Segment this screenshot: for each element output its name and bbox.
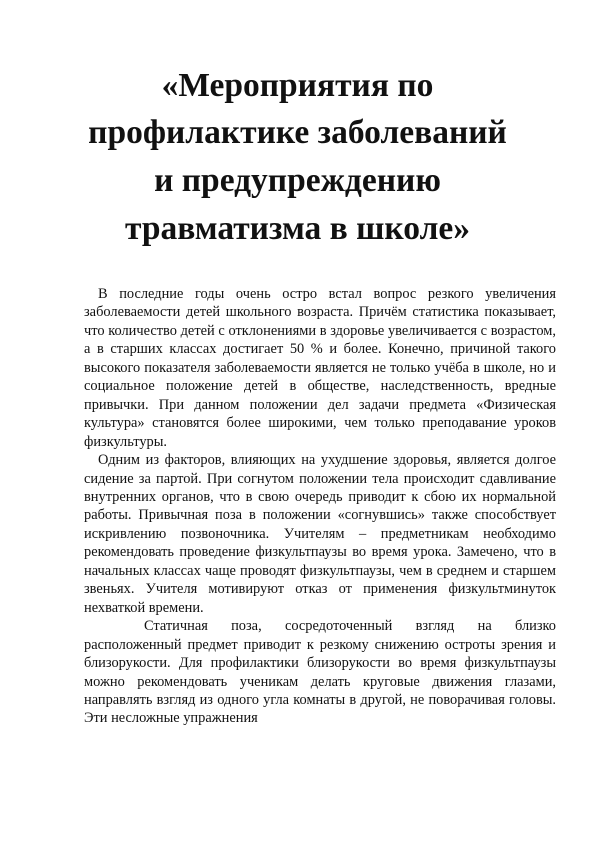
title-line: травматизма в школе»	[124, 210, 471, 247]
title-line: «Мероприятия по	[161, 67, 434, 104]
title-line: и предупреждению	[154, 162, 441, 199]
body-paragraph: Статичная поза, сосредоточенный взгляд на близко расположенный предмет приводит к резкому снижению остроты зрения и близорукости. Для профилактики близорукости во время физкультпаузы можно рекомендовать ученикам делать круговые движения глазами, направлять взгляд из одного угла комнаты в другой, не поворачивая головы. Эти несложные упражнения	[84, 618, 556, 727]
body-paragraph: В последние годы очень остро встал вопрос резкого увеличения заболеваемости детей школьного возраста. Причём статистика показывает, что количество детей с отклонениями в здоровье увеличивается с возрастом, а в старших классах достигает 50 % и более. Конечно, причиной такого высокого показателя заболеваемости является не только учёба в школе, но и социальное положение детей в обществе, наследственность, вредные привычки. При данном положении дел задачи предмета «Физическая культура» становятся более широкими, чем только преподавание уроков физкультуры.	[84, 286, 556, 450]
document-title	[80, 62, 515, 253]
document-body	[84, 285, 556, 728]
body-paragraph: Одним из факторов, влияющих на ухудшение здоровья, является долгое сидение за партой. При согнутом положении тела происходит сдавливание внутренних органов, что в свою очередь приводит к сбою их нормальной работы. Привычная поза в положении «согнувшись» также способствует искривлению позвоночника. Учителям – предметникам необходимо рекомендовать проведение физкультпаузы во время урока. Замечено, что в начальных классах чаще проводят физкультпаузы, чем в среднем и старшем звеньях. Учителя мотивируют отказ от применения физкультминуток нехваткой времени.	[84, 452, 556, 616]
title-line: профилактике заболеваний	[88, 114, 507, 151]
